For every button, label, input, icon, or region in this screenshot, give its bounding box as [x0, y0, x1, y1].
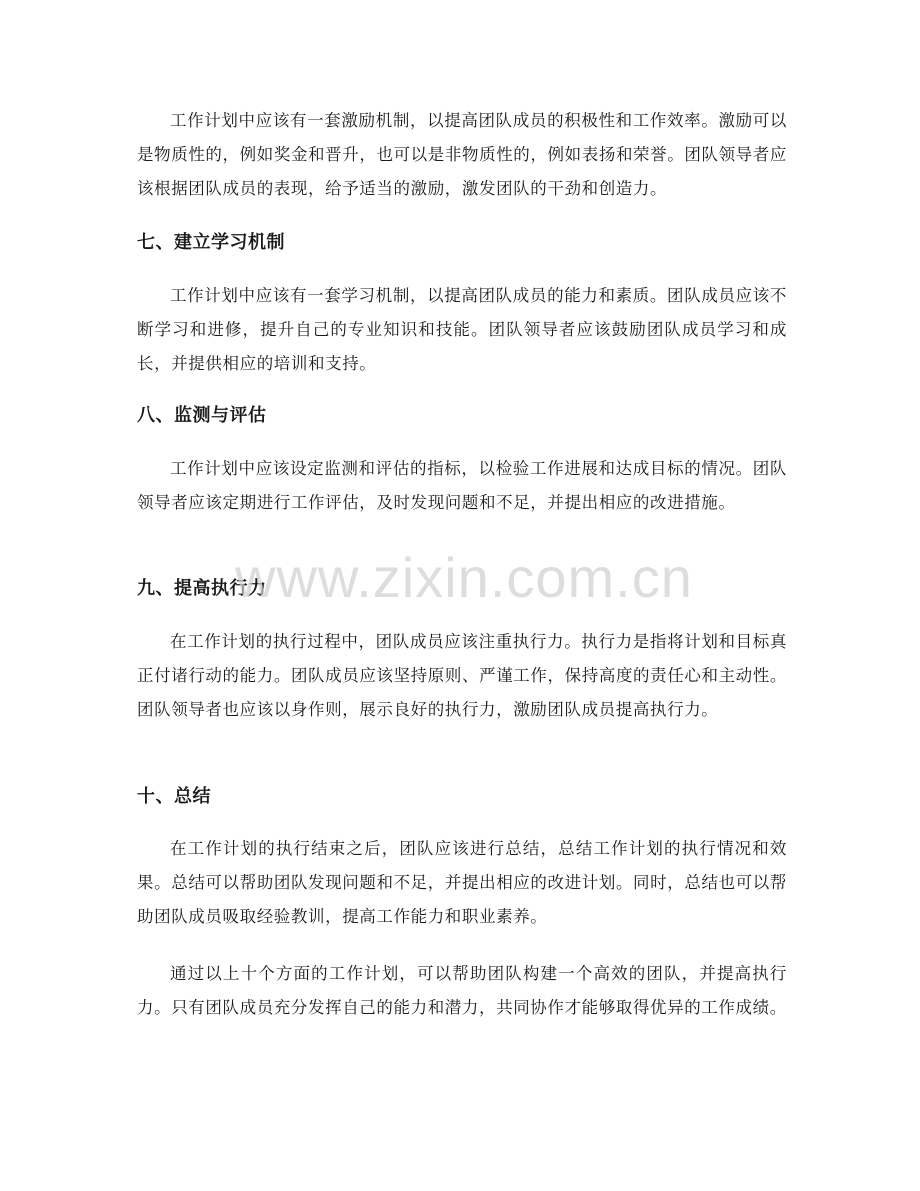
paragraph-execution: 在工作计划的执行过程中，团队成员应该注重执行力。执行力是指将计划和目标真正付诸行动的能力。团队成员应该坚持原则、严谨工作，保持高度的责任心和主动性。团队领导者也应该以身作则，展示良好的执行力，激励团队成员提高执行力。	[137, 632, 787, 719]
paragraph-incentive: 工作计划中应该有一套激励机制，以提高团队成员的积极性和工作效率。激励可以是物质性的，例如奖金和晋升，也可以是非物质性的，例如表扬和荣誉。团队领导者应该根据团队成员的表现，给予适当的激励，激发团队的干劲和创造力。	[137, 111, 787, 198]
section-9-heading-block	[137, 576, 787, 602]
heading-monitor-evaluate: 八、监测与评估	[137, 405, 267, 426]
section-8-heading-block	[137, 403, 787, 429]
paragraph-monitor: 工作计划中应该设定监测和评估的指标，以检验工作进展和达成目标的情况。团队领导者应该定期进行工作评估，及时发现问题和不足，并提出相应的改进措施。	[137, 459, 787, 512]
paragraph-learning: 工作计划中应该有一套学习机制，以提高团队成员的能力和素质。团队成员应该不断学习和进修，提升自己的专业知识和技能。团队领导者应该鼓励团队成员学习和成长，并提供相应的培训和支持。	[137, 286, 787, 373]
heading-execution: 九、提高执行力	[137, 578, 267, 599]
heading-learning-mechanism: 七、建立学习机制	[137, 232, 285, 253]
section-7-heading-block	[137, 230, 787, 256]
section-10-heading-block	[137, 784, 787, 810]
section-incentive	[137, 104, 787, 206]
section-8-body	[137, 452, 787, 520]
section-9-body	[137, 625, 787, 727]
section-conclusion	[137, 957, 787, 1025]
paragraph-summary: 在工作计划的执行结束之后，团队应该进行总结，总结工作计划的执行情况和效果。总结可以帮助团队发现问题和不足，并提出相应的改进计划。同时，总结也可以帮助团队成员吸取经验教训，提高工作能力和职业素养。	[137, 839, 787, 926]
watermark-text: www.zixin.com.cn	[235, 546, 693, 609]
section-7-body	[137, 279, 787, 381]
section-10-body	[137, 832, 787, 934]
heading-summary: 十、总结	[137, 786, 211, 807]
paragraph-conclusion: 通过以上十个方面的工作计划，可以帮助团队构建一个高效的团队，并提高执行力。只有团队成员充分发挥自己的能力和潜力，共同协作才能够取得优异的工作成绩。	[137, 964, 787, 1017]
